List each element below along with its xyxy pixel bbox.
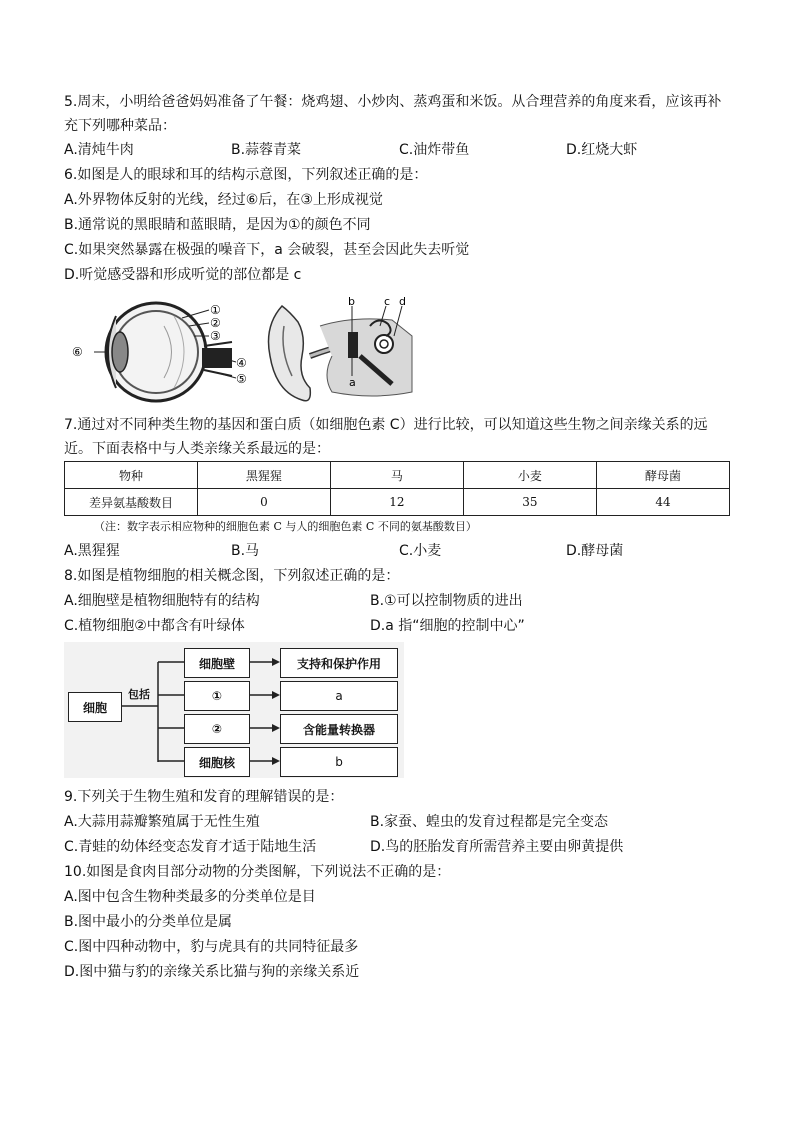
q5-option-a: A.清炖牛肉 xyxy=(64,142,134,158)
q5-stem-line1: 5.周末，小明给爸爸妈妈准备了午餐：烧鸡翅、小炒肉、蒸鸡蛋和米饭。从合理营养的角度来看，应该再补 xyxy=(64,94,722,110)
q6-option-a: A.外界物体反射的光线，经过⑥后，在③上形成视觉 xyxy=(64,192,383,208)
q5-option-d: D.红烧大虾 xyxy=(566,142,638,158)
eye-diagram xyxy=(64,296,254,408)
table-header-cell: 马 xyxy=(330,462,463,489)
concept-function-energy: 含能量转换器 xyxy=(280,714,398,744)
concept-part-2: ② xyxy=(184,714,250,744)
concept-part-1: ① xyxy=(184,681,250,711)
q5-option-c: C.油炸带鱼 xyxy=(399,142,470,158)
q9-option-a: A.大蒜用蒜瓣繁殖属于无性生殖 xyxy=(64,814,260,830)
q10-stem: 10.如图是食肉目部分动物的分类图解，下列说法不正确的是： xyxy=(64,864,451,880)
q7-table-note: （注：数字表示相应物种的细胞色素 C 与人的细胞色素 C 不同的氨基酸数目） xyxy=(94,520,477,533)
ear-label-d: d xyxy=(399,296,406,308)
ear-diagram xyxy=(262,296,422,408)
q6-option-d: D.听觉感受器和形成听觉的部位都是 c xyxy=(64,267,302,283)
eye-label-4: ④ xyxy=(236,356,247,370)
ear-label-b: b xyxy=(348,296,355,308)
table-row-label: 差异氨基酸数目 xyxy=(65,489,198,516)
concept-function-a: a xyxy=(280,681,398,711)
q5-stem-line2: 充下列哪种菜品： xyxy=(64,118,176,134)
table-header-cell: 酵母菌 xyxy=(596,462,729,489)
q8-option-d: D.a 指“细胞的控制中心” xyxy=(370,618,525,634)
table-header-cell: 小麦 xyxy=(463,462,596,489)
concept-root-cell: 细胞 xyxy=(68,692,122,722)
q10-option-b: B.图中最小的分类单位是属 xyxy=(64,914,233,930)
ear-illustration xyxy=(262,296,422,408)
table-cell: 0 xyxy=(197,489,330,516)
concept-link-label: 包括 xyxy=(128,688,150,701)
table-header-cell: 物种 xyxy=(65,462,198,489)
table-row xyxy=(65,489,730,516)
q6-stem: 6.如图是人的眼球和耳的结构示意图，下列叙述正确的是： xyxy=(64,167,428,183)
q7-stem-line1: 7.通过对不同种类生物的基因和蛋白质（如细胞色素 C）进行比较，可以知道这些生物之间亲缘关系的远 xyxy=(64,417,708,433)
eye-label-1: ① xyxy=(210,303,221,317)
q7-option-a: A.黑猩猩 xyxy=(64,543,120,559)
eye-label-5: ⑤ xyxy=(236,372,247,386)
q8-option-c: C.植物细胞②中都含有叶绿体 xyxy=(64,618,245,634)
table-cell: 35 xyxy=(463,489,596,516)
concept-part-cell-wall: 细胞壁 xyxy=(184,648,250,678)
eye-label-2: ② xyxy=(210,316,221,330)
q9-option-d: D.鸟的胚胎发育所需营养主要由卵黄提供 xyxy=(370,839,624,855)
q6-option-c: C.如果突然暴露在极强的噪音下，a 会破裂，甚至会因此失去听觉 xyxy=(64,242,470,258)
concept-diagram xyxy=(64,642,404,778)
q7-option-c: C.小麦 xyxy=(399,543,442,559)
table-header-row xyxy=(65,462,730,489)
ear-label-c: c xyxy=(384,296,391,308)
q9-option-c: C.青蛙的幼体经变态发育才适于陆地生活 xyxy=(64,839,317,855)
eye-label-3: ③ xyxy=(210,329,221,343)
table-cell: 12 xyxy=(330,489,463,516)
concept-function-support: 支持和保护作用 xyxy=(280,648,398,678)
q9-stem: 9.下列关于生物生殖和发育的理解错误的是： xyxy=(64,789,344,805)
ear-label-a: a xyxy=(349,376,356,389)
eye-label-6: ⑥ xyxy=(72,345,83,359)
q8-option-a: A.细胞壁是植物细胞特有的结构 xyxy=(64,593,260,609)
q5-option-b: B.蒜蓉青菜 xyxy=(231,142,302,158)
q7-option-b: B.马 xyxy=(231,543,260,559)
q8-stem: 8.如图是植物细胞的相关概念图，下列叙述正确的是： xyxy=(64,568,400,584)
amino-acid-table xyxy=(64,461,730,516)
q8-option-b: B.①可以控制物质的进出 xyxy=(370,593,523,609)
q10-option-d: D.图中猫与豹的亲缘关系比猫与狗的亲缘关系近 xyxy=(64,964,360,980)
q7-option-d: D.酵母菌 xyxy=(566,543,624,559)
q6-option-b: B.通常说的黑眼睛和蓝眼睛，是因为①的颜色不同 xyxy=(64,217,371,233)
q9-option-b: B.家蚕、蝗虫的发育过程都是完全变态 xyxy=(370,814,609,830)
concept-function-b: b xyxy=(280,747,398,777)
table-cell: 44 xyxy=(596,489,729,516)
q7-stem-line2: 近。下面表格中与人类亲缘关系最远的是： xyxy=(64,441,330,457)
q10-option-a: A.图中包含生物种类最多的分类单位是目 xyxy=(64,889,316,905)
concept-part-nucleus: 细胞核 xyxy=(184,747,250,777)
table-header-cell: 黑猩猩 xyxy=(197,462,330,489)
q10-option-c: C.图中四种动物中，豹与虎具有的共同特征最多 xyxy=(64,939,359,955)
